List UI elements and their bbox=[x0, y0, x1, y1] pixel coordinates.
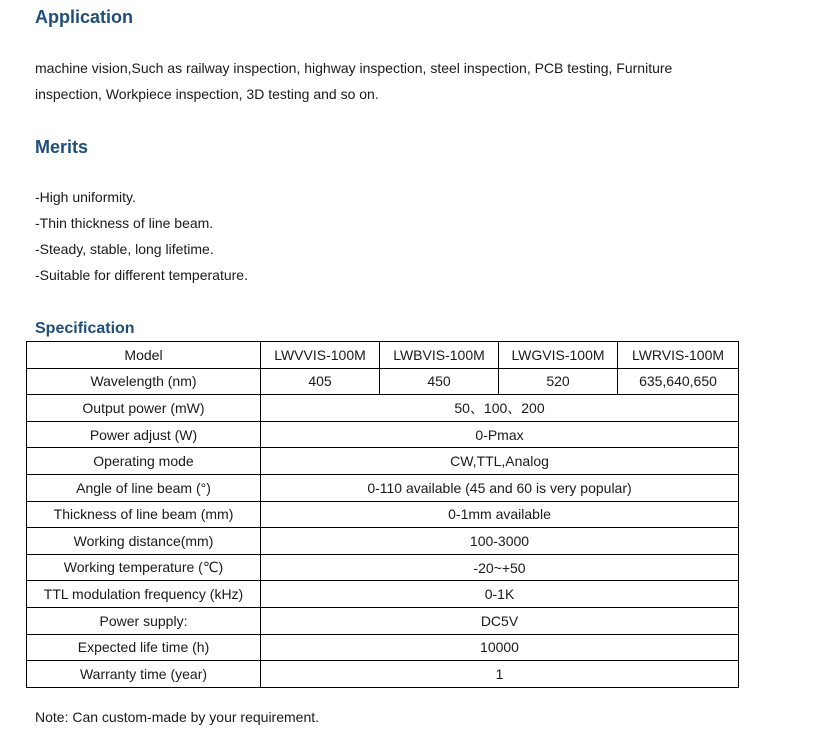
table-row bbox=[27, 421, 739, 448]
row-value: 10000 bbox=[261, 634, 739, 661]
merits-list bbox=[35, 184, 248, 288]
specification-table bbox=[26, 341, 739, 688]
row-label: TTL modulation frequency (kHz) bbox=[27, 581, 261, 608]
application-heading: Application bbox=[35, 7, 133, 27]
model-cell: LWGVIS-100M bbox=[499, 342, 618, 369]
table-row bbox=[27, 528, 739, 555]
table-row bbox=[27, 474, 739, 501]
table-row bbox=[27, 395, 739, 422]
table-row bbox=[27, 448, 739, 475]
table-row bbox=[27, 554, 739, 581]
row-label: Wavelength (nm) bbox=[27, 368, 261, 395]
row-label: Power supply: bbox=[27, 607, 261, 634]
merit-item: -Thin thickness of line beam. bbox=[35, 215, 214, 231]
table-row bbox=[27, 501, 739, 528]
merit-item: -High uniformity. bbox=[35, 189, 136, 205]
note-text: Note: Can custom-made by your requirement. bbox=[35, 709, 320, 725]
row-label: Operating mode bbox=[27, 448, 261, 475]
row-label: Thickness of line beam (mm) bbox=[27, 501, 261, 528]
wavelength-cell: 520 bbox=[499, 368, 618, 395]
model-cell: LWRVIS-100M bbox=[618, 342, 739, 369]
row-label: Working distance(mm) bbox=[27, 528, 261, 555]
merit-item: -Steady, stable, long lifetime. bbox=[35, 241, 214, 257]
row-value: 0-Pmax bbox=[261, 421, 739, 448]
application-line-2: inspection, Workpiece inspection, 3D testing and so on. bbox=[35, 86, 379, 102]
row-value: CW,TTL,Analog bbox=[261, 448, 739, 475]
row-label: Model bbox=[27, 342, 261, 369]
merit-item: -Suitable for different temperature. bbox=[35, 267, 248, 283]
application-text bbox=[35, 55, 775, 107]
wavelength-cell: 635,640,650 bbox=[618, 368, 739, 395]
row-label: Working temperature (℃) bbox=[27, 554, 261, 581]
row-value: DC5V bbox=[261, 607, 739, 634]
table-row bbox=[27, 581, 739, 608]
row-value: 1 bbox=[261, 661, 739, 688]
row-label: Angle of line beam (°) bbox=[27, 474, 261, 501]
wavelength-cell: 450 bbox=[380, 368, 499, 395]
row-label: Power adjust (W) bbox=[27, 421, 261, 448]
merits-heading: Merits bbox=[35, 137, 89, 157]
row-value: -20~+50 bbox=[261, 554, 739, 581]
row-value: 0-110 available (45 and 60 is very popular) bbox=[261, 474, 739, 501]
wavelength-cell: 405 bbox=[261, 368, 380, 395]
table-row bbox=[27, 607, 739, 634]
specification-heading: Specification bbox=[35, 320, 135, 337]
model-cell: LWBVIS-100M bbox=[380, 342, 499, 369]
table-row-wavelength bbox=[27, 368, 739, 395]
application-line-1: machine vision,Such as railway inspection, highway inspection, steel inspection, PCB testing, Furniture bbox=[35, 60, 673, 76]
row-value: 0-1mm available bbox=[261, 501, 739, 528]
row-label: Warranty time (year) bbox=[27, 661, 261, 688]
model-cell: LWVVIS-100M bbox=[261, 342, 380, 369]
table-row-model bbox=[27, 342, 739, 369]
row-value: 50、100、200 bbox=[261, 395, 739, 422]
row-label: Output power (mW) bbox=[27, 395, 261, 422]
table-row bbox=[27, 634, 739, 661]
row-value: 0-1K bbox=[261, 581, 739, 608]
table-row bbox=[27, 661, 739, 688]
row-label: Expected life time (h) bbox=[27, 634, 261, 661]
row-value: 100-3000 bbox=[261, 528, 739, 555]
